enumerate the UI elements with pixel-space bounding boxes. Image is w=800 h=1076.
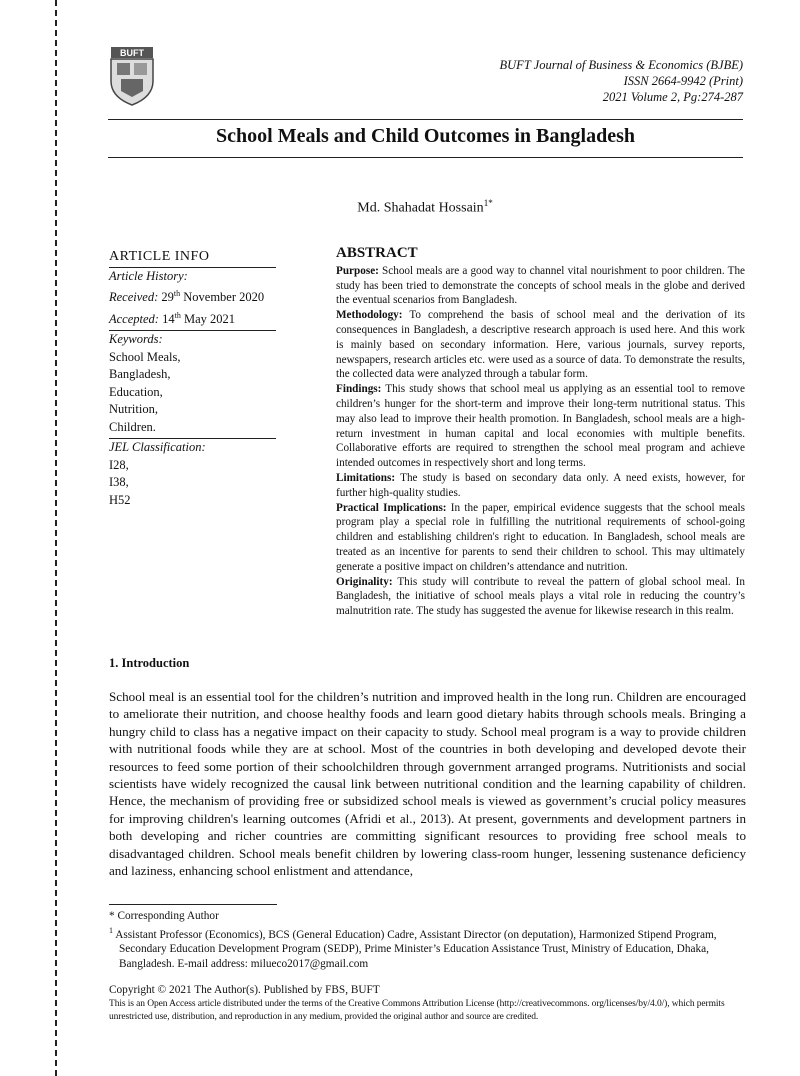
- jel-item: H52: [109, 492, 131, 507]
- abstract-findings: [336, 382, 745, 471]
- originality-label: Originality:: [336, 575, 393, 588]
- section-heading-introduction: 1. Introduction: [109, 656, 190, 670]
- footnote-mark: 1: [109, 925, 113, 935]
- footnote-text: Assistant Professor (Economics), BCS (General Education) Cadre, Assistant Director (on deputation), Harmonized Stipend Program, Secondary Education Development Program (SEDP), Prime Minister’s Education Assistance Trust, Ministry of Education, Dhaka, Bangladesh. E-mail address: milueco2017@gmail.com: [115, 928, 717, 970]
- paper-title: School Meals and Child Outcomes in Bangladesh: [216, 125, 635, 147]
- title-rule: [108, 157, 743, 158]
- journal-name: BUFT Journal of Business & Economics (BJBE): [499, 58, 743, 72]
- keyword-item: School Meals,: [109, 349, 181, 364]
- abstract-limitations: [336, 471, 745, 501]
- received-rest: November 2020: [183, 290, 265, 305]
- methodology-text: To comprehend the basis of school meal and the derivation of its consequences in Bangladesh, a descriptive research approach is used here. And this work is mainly based on secondary information. Here, various journals, survey reports, newspapers, research articles etc. were used as a source of data. To demonstrate the results, the collected data were analyzed through a tabular form.: [336, 309, 745, 381]
- received-line: [109, 285, 276, 307]
- introduction-paragraph: School meal is an essential tool for the children’s nutrition and improved health in the long run. Children are encouraged to ameliorate their nutrition, and choose healthy foods and learn good dietary habits through schools meals. Bringing a hungry child to class has a negative impact on their capacity to study. School meal program is a way to provide children with nutritional foods while they are at school. Most of the countries in both developing and developed devote their resources to feed some portion of their schoolchildren through government arranged programs. Nutritionists and social scientists have widely recognized the causal link between nutritional condition and the learning capability of children. Hence, the mechanism of providing free or subsidized school meals is viewed as government’s crucial policy measures for improving children's learning outcomes (Afridi et al., 2013). At present, governments and development partners in both developing and richer countries are committing significant resources to providing free school meals to disadvantaged children. School meals benefit children by lowering class-room hunger, lessening sustenance deficiency and laziness, enhancing school enlistment and attendance,: [109, 689, 746, 879]
- abstract-implications: [336, 501, 745, 575]
- keyword-item: Education,: [109, 384, 163, 399]
- purpose-text: School meals are a good way to channel vital nourishment to poor children. The study has been tried to demonstrate the concepts of school meals in the globe and derived the eventual scenarios from Bangladesh.: [336, 264, 745, 307]
- accepted-label: Accepted:: [109, 311, 159, 326]
- abstract-originality: [336, 575, 745, 619]
- jel-item: I28,: [109, 457, 129, 472]
- journal-volume: 2021 Volume 2, Pg:274-287: [602, 90, 743, 104]
- corresponding-author-note: * Corresponding Author: [109, 910, 219, 922]
- article-info-heading: ARTICLE INFO: [109, 248, 276, 268]
- copyright-line: Copyright © 2021 The Author(s). Published by FBS, BUFT: [109, 984, 380, 996]
- copyright-block: [109, 983, 749, 1024]
- methodology-label: Methodology:: [336, 309, 403, 322]
- accepted-suffix: th: [174, 310, 181, 320]
- purpose-label: Purpose:: [336, 264, 379, 277]
- limitations-label: Limitations:: [336, 471, 396, 484]
- history-label: Article History:: [109, 268, 188, 283]
- keyword-item: Bangladesh,: [109, 367, 171, 382]
- accepted-rest: May 2021: [183, 311, 235, 326]
- abstract-heading: ABSTRACT: [336, 245, 418, 261]
- jel-item: I38,: [109, 475, 129, 490]
- implications-label: Practical Implications:: [336, 501, 447, 514]
- svg-text:BUFT: BUFT: [120, 48, 144, 58]
- findings-label: Findings:: [336, 383, 382, 396]
- received-label: Received:: [109, 290, 159, 305]
- originality-text: This study will contribute to reveal the pattern of global school meal. In Bangladesh, the initiative of school meals plays a vital role in reducing the country’s malnutrition rate. The study has suggested the avenue for likewise research in this realm.: [336, 575, 745, 618]
- implications-text: In the paper, empirical evidence suggests that the school meals program play a special role in fulfilling the nutritional requirements of school-going children and establishing children's right to education. In Bangladesh, school meals are treated as an incentive for parents to send their children to school. This may ultimately generate a positive impact on children’s attendance and nutrition.: [336, 501, 745, 573]
- author-affiliation-mark: 1*: [483, 198, 493, 208]
- author-name: Md. Shahadat Hossain: [357, 200, 484, 216]
- abstract-panel: [336, 246, 745, 619]
- buft-seal-icon: [103, 45, 161, 107]
- keyword-item: Children.: [109, 419, 276, 440]
- received-day: 29: [161, 290, 174, 305]
- footnotes: [109, 909, 749, 971]
- header-rule: [108, 119, 743, 120]
- jel-label: JEL Classification:: [109, 440, 206, 455]
- keyword-item: Nutrition,: [109, 402, 158, 417]
- received-suffix: th: [173, 289, 181, 298]
- license-text: This is an Open Access article distributed under the terms of the Creative Commons Attribution License (http://creativecommons. org/licenses/by/4.0/), which permits unrestricted use, distribution, and reproduction in any medium, provided the original author and source are credited.: [109, 999, 725, 1022]
- abstract-purpose: [336, 264, 745, 308]
- limitations-text: The study is based on secondary data only. A need exists, however, for further high-quality studies.: [336, 471, 745, 499]
- journal-info: [500, 57, 743, 105]
- buft-logo: [103, 45, 161, 107]
- author-line: [0, 198, 800, 217]
- findings-text: This study shows that school meal us applying as an essential tool to remove children’s hunger for the short-term and improve their long-term nutritional status. This may also lead to improve their health promotion. In Bangladesh, school meals are a high-return investment in human capital and local economies with multiple benefits. Collaborative efforts are required to strengthen the school meal program and achieve intended outcomes in respectively short and long terms.: [336, 383, 745, 470]
- footnote-rule: [109, 904, 277, 905]
- journal-issn: ISSN 2664-9942 (Print): [623, 74, 743, 88]
- accepted-line: [109, 307, 276, 332]
- article-info-panel: [109, 248, 276, 509]
- margin-dashed-line: [55, 0, 57, 1076]
- accepted-day: 14: [162, 311, 175, 326]
- affiliation-footnote: [109, 924, 749, 972]
- keywords-label: Keywords:: [109, 332, 163, 347]
- abstract-methodology: [336, 308, 745, 382]
